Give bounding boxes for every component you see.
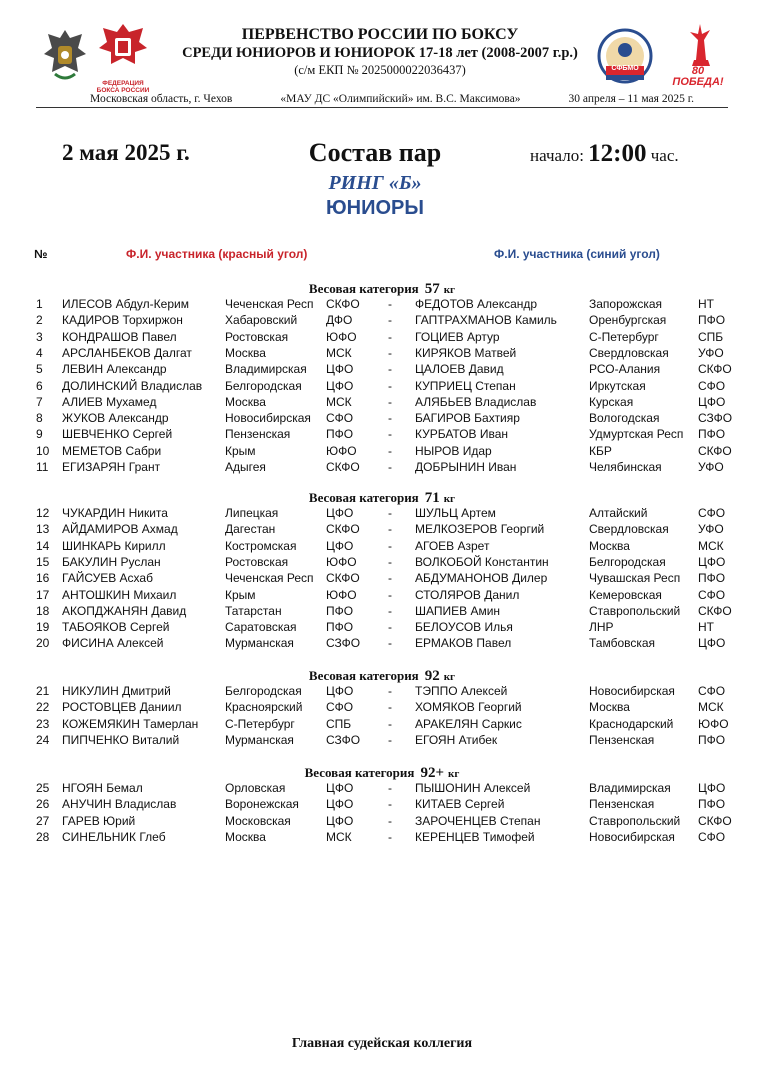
pair-row [0,588,764,604]
sfbmo-logo [594,28,656,86]
footer-signature: Главная судейская коллегия [291,1036,473,1051]
pair-sep: - [388,522,392,537]
pair-blue-region: Пензенская [589,732,655,747]
pair-num: 20 [36,636,50,651]
pair-sep: - [388,684,392,698]
pair-blue-name: КУРБАТОВ Иван [415,427,509,442]
pair-red-name: НГОЯН Бемал [62,781,143,795]
pair-blue-region: Пензенская [589,797,655,812]
pair-red-region: Орловская [225,781,286,795]
pair-red-name: ЕГИЗАРЯН Грант [62,460,161,474]
pair-red-name: ФИСИНА Алексей [62,636,164,651]
pair-blue-region: Свердловская [589,522,669,537]
pair-row [0,444,764,460]
pair-num: 22 [36,700,50,715]
pair-blue-region: Тамбовская [589,636,656,651]
pair-red-name: КАДИРОВ Торхиржон [62,313,183,328]
pair-blue-district: СПБ [698,329,724,344]
boxing-federation-logo [95,22,151,82]
pair-red-name: ШЕВЧЕНКО Сергей [62,427,173,442]
pair-red-name: ДОЛИНСКИЙ Владислав [62,378,203,393]
sfbmo-caption: СФБМО [611,65,639,72]
pair-blue-district: СКФО [698,813,732,828]
pair-blue-district: СЗФО [698,411,733,426]
pair-sep: - [388,571,392,586]
pair-num: 12 [36,506,50,520]
pair-blue-region: Курская [589,394,634,409]
pair-red-district: МСК [326,829,352,844]
pair-blue-name: ВОЛКОБОЙ Константин [415,554,549,569]
pair-row [0,362,764,378]
pair-red-name: ГАРЕВ Юрий [62,813,136,828]
weight-category-heading [0,765,764,782]
pair-row [0,700,764,716]
pair-red-name: БАКУЛИН Руслан [62,554,161,569]
pair-row [0,379,764,395]
pair-row [0,330,764,346]
pair-sep: - [388,603,392,618]
pair-num: 13 [36,522,50,537]
pair-blue-region: Челябинская [589,460,662,474]
pair-blue-region: Иркутская [589,378,646,393]
weight-category-heading [0,668,764,685]
pair-row [0,571,764,587]
pair-blue-name: КИТАЕВ Сергей [415,797,505,812]
weight-value: 92+ [420,765,444,781]
pair-blue-district: УФО [698,345,724,360]
pair-red-district: СПБ [326,716,352,731]
pair-sep: - [388,716,392,731]
pair-red-region: Татарстан [225,603,282,618]
ring-label: РИНГ «Б» [328,172,422,194]
pair-num: 28 [36,829,50,844]
pair-red-district: ПФО [326,603,354,618]
group-label: ЮНИОРЫ [326,197,424,219]
pair-sep: - [388,345,392,360]
pair-num: 24 [36,732,50,747]
page-title: Состав пар [308,138,442,167]
pair-red-name: ИЛЕСОВ Абдул-Керим [62,297,189,311]
weight-value: 71 [424,490,440,506]
pair-red-region: Крым [225,443,256,458]
pair-blue-district: УФО [698,460,724,474]
pair-blue-district: СФО [698,587,726,602]
pair-blue-district: НТ [698,297,714,311]
pair-sep: - [388,829,392,844]
pair-red-district: ЮФО [326,587,357,602]
pair-num: 11 [36,460,49,474]
pair-blue-name: СТОЛЯРОВ Данил [415,587,520,602]
pobeda-caption: 80 ПОБЕДА! [672,65,724,88]
pair-row [0,460,764,476]
pair-row [0,814,764,830]
pair-num: 17 [36,587,50,602]
pair-blue-region: РСО-Алания [589,362,661,377]
pair-blue-name: ШАПИЕВ Амин [415,603,501,618]
pair-red-region: Хабаровский [225,313,298,328]
federation-caption: ФЕДЕРАЦИЯ БОКСА РОССИИ [96,80,150,94]
pair-sep: - [388,538,392,553]
pair-num: 14 [36,538,50,553]
pair-sep: - [388,297,392,311]
weight-unit: кг [443,284,456,296]
pair-row [0,522,764,538]
pair-blue-name: КУПРИЕЦ Степан [415,378,516,393]
pair-blue-region: С-Петербург [589,329,659,344]
pair-num: 18 [36,603,50,618]
weight-category-label: Весовая категория [308,281,419,296]
pair-blue-region: Белгородская [589,554,666,569]
pair-red-region: Москва [225,345,266,360]
pair-num: 6 [36,378,43,393]
pair-num: 4 [36,345,43,360]
pair-num: 15 [36,554,50,569]
pair-red-district: ЮФО [326,554,357,569]
pair-red-district: МСК [326,345,352,360]
pair-red-district: СЗФО [326,636,361,651]
pair-num: 5 [36,362,43,377]
pair-row [0,555,764,571]
pair-red-name: АЙДАМИРОВ Ахмад [62,522,178,537]
pair-sep: - [388,732,392,747]
pair-red-district: ЦФО [326,813,354,828]
pair-red-region: Ростовская [225,329,289,344]
venue-hall: «МАУ ДС «Олимпийский» им. В.С. Максимова» [280,93,521,105]
pair-red-name: ГАЙСУЕВ Асхаб [62,571,153,586]
pair-blue-region: Кемеровская [589,587,662,602]
pair-red-district: СКФО [326,522,360,537]
pair-red-region: Чеченская Респ [225,297,314,311]
pair-row [0,395,764,411]
pair-blue-district: ПФО [698,427,726,442]
weight-unit: кг [443,671,456,683]
pair-blue-name: ХОМЯКОВ Георгий [415,700,522,715]
pair-blue-name: АРАКЕЛЯН Саркис [415,716,522,731]
pair-sep: - [388,313,392,328]
pair-blue-district: ЮФО [698,716,729,731]
pair-sep: - [388,620,392,635]
pair-red-region: Красноярский [225,700,303,715]
pair-red-region: Московская [225,813,291,828]
pair-num: 25 [36,781,50,795]
pair-sep: - [388,378,392,393]
pair-num: 9 [36,427,43,442]
pair-red-name: СИНЕЛЬНИК Глеб [62,829,166,844]
pair-num: 1 [36,297,43,311]
pair-red-region: Чеченская Респ [225,571,314,586]
pair-num: 2 [36,313,43,328]
pair-blue-name: НЫРОВ Идар [415,443,492,458]
header-divider [36,107,728,108]
pair-blue-region: Свердловская [589,345,669,360]
pair-row [0,733,764,749]
pair-num: 7 [36,394,43,409]
pair-red-region: Ростовская [225,554,289,569]
pair-red-name: АКОПДЖАНЯН Давид [62,603,187,618]
pair-sep: - [388,394,392,409]
col-header-red: Ф.И. участника (красный угол) [126,247,308,261]
pair-blue-region: КБР [589,443,612,458]
pair-row [0,313,764,329]
pair-red-district: СФО [326,411,354,426]
pair-blue-name: ПЫШОНИН Алексей [415,781,531,795]
start-label: начало: [530,146,584,165]
pair-red-district: СКФО [326,460,360,474]
pair-red-name: АНУЧИН Владислав [62,797,177,812]
title-line-3: (с/м ЕКП № 2025000022036437) [294,63,466,77]
pair-sep: - [388,587,392,602]
pair-blue-name: БЕЛОУСОВ Илья [415,620,513,635]
start-unit: час. [650,146,679,165]
pair-blue-name: ГАПТРАХМАНОВ Камиль [415,313,557,328]
pair-red-name: АНТОШКИН Михаил [62,587,177,602]
pair-red-district: СКФО [326,297,360,311]
pair-red-region: Мурманская [225,636,294,651]
col-header-num: № [34,247,48,261]
weight-value: 92 [424,668,440,684]
pair-red-name: ТАБОЯКОВ Сергей [62,620,170,635]
pair-row [0,717,764,733]
pair-num: 21 [36,684,50,698]
pair-sep: - [388,781,392,795]
pair-blue-region: Новосибирская [589,829,675,844]
pair-blue-district: СФО [698,829,726,844]
weight-category-heading [0,490,764,507]
pair-num: 19 [36,620,50,635]
pair-blue-region: Вологодская [589,411,660,426]
pair-red-district: ЦФО [326,362,354,377]
pair-blue-region: Москва [589,700,630,715]
pair-blue-district: ПФО [698,797,726,812]
pair-blue-region: ЛНР [589,620,614,635]
pair-red-region: Костромская [225,538,297,553]
pair-red-name: НИКУЛИН Дмитрий [62,684,171,698]
pair-blue-name: БАГИРОВ Бахтияр [415,411,520,426]
pair-blue-name: КИРЯКОВ Матвей [415,345,517,360]
pair-red-region: Саратовская [225,620,297,635]
col-header-blue: Ф.И. участника (синий угол) [494,247,660,261]
pair-red-district: СФО [326,700,354,715]
pair-sep: - [388,329,392,344]
weight-value: 57 [424,281,440,297]
pair-red-region: Новосибирская [225,411,311,426]
pair-red-name: ШИНКАРЬ Кирилл [62,538,166,553]
emblem-logo [40,26,90,86]
pair-red-name: АЛИЕВ Мухамед [62,394,157,409]
pair-sep: - [388,460,392,474]
pair-red-district: ЮФО [326,443,357,458]
pair-blue-region: Новосибирская [589,684,675,698]
pair-red-district: МСК [326,394,352,409]
pair-blue-name: АБДУМАНОНОВ Дилер [415,571,548,586]
pair-red-region: Мурманская [225,732,294,747]
pair-row [0,506,764,522]
pair-red-region: Москва [225,829,266,844]
pair-blue-district: ЦФО [698,394,726,409]
pair-blue-name: КЕРЕНЦЕВ Тимофей [415,829,535,844]
pair-red-district: ЮФО [326,329,357,344]
pair-row [0,797,764,813]
pair-red-region: Адыгея [225,460,266,474]
pair-sep: - [388,797,392,812]
pair-row [0,346,764,362]
pair-blue-name: ГОЦИЕВ Артур [415,329,500,344]
pair-sep: - [388,443,392,458]
pair-num: 16 [36,571,50,586]
venue-place: Московская область, г. Чехов [90,93,233,105]
pair-red-region: Белгородская [225,378,302,393]
pair-sep: - [388,411,392,426]
pair-row [0,830,764,846]
pair-red-name: РОСТОВЦЕВ Даниил [62,700,182,715]
pair-red-name: КОЖЕМЯКИН Тамерлан [62,716,199,731]
pair-num: 23 [36,716,50,731]
pair-sep: - [388,813,392,828]
pair-sep: - [388,427,392,442]
pair-row [0,781,764,797]
pair-blue-name: ДОБРЫНИН Иван [415,460,517,474]
pair-blue-district: ЦФО [698,554,726,569]
pair-blue-district: ПФО [698,313,726,328]
pair-sep: - [388,362,392,377]
pair-num: 27 [36,813,50,828]
pair-blue-name: ТЭППО Алексей [415,684,508,698]
pair-blue-district: УФО [698,522,724,537]
pair-red-district: ЦФО [326,684,354,698]
pair-red-district: ЦФО [326,797,354,812]
pair-blue-district: СФО [698,506,726,520]
pair-red-district: ЦФО [326,506,354,520]
pair-red-name: ПИПЧЕНКО Виталий [62,732,180,747]
pair-blue-region: Краснодарский [589,716,674,731]
pair-red-district: ЦФО [326,378,354,393]
pair-red-district: ЦФО [326,781,354,795]
pair-sep: - [388,506,392,520]
pair-row [0,636,764,652]
pair-row [0,297,764,313]
pair-red-district: ДФО [326,313,353,328]
venue-dates: 30 апреля – 11 мая 2025 г. [568,93,694,105]
pair-num: 26 [36,797,50,812]
pair-blue-region: Владимирская [589,781,671,795]
pair-blue-region: Запорожская [589,297,663,311]
pair-blue-name: ШУЛЬЦ Артем [415,506,496,520]
pair-row [0,684,764,700]
pair-num: 8 [36,411,43,426]
pair-blue-name: АГОЕВ Азрет [415,538,490,553]
weight-category-label: Весовая категория [304,765,415,780]
pair-num: 3 [36,329,43,344]
title-line-2: СРЕДИ ЮНИОРОВ И ЮНИОРОК 17-18 лет (2008-2007 г.р.) [182,45,578,61]
pair-red-name: МЕМЕТОВ Сабри [62,443,162,458]
weight-category-label: Весовая категория [308,490,419,505]
pair-blue-district: СКФО [698,443,732,458]
pair-blue-district: СФО [698,378,726,393]
pair-red-region: Воронежская [225,797,299,812]
pair-blue-name: ЗАРОЧЕНЦЕВ Степан [415,813,541,828]
pair-red-region: Дагестан [225,522,276,537]
title-line-1: ПЕРВЕНСТВО РОССИИ ПО БОКСУ [241,26,519,43]
pair-row [0,604,764,620]
pair-blue-district: ПФО [698,732,726,747]
pair-red-name: АРСЛАНБЕКОВ Далгат [62,345,192,360]
pair-row [0,411,764,427]
pair-red-region: Липецкая [225,506,279,520]
pair-blue-name: МЕЛКОЗЕРОВ Георгий [415,522,545,537]
pair-red-region: Пензенская [225,427,291,442]
pair-blue-district: ЦФО [698,636,726,651]
pair-red-name: ЧУКАРДИН Никита [62,506,168,520]
pair-blue-region: Ставропольский [589,603,681,618]
event-date: 2 мая 2025 г. [62,140,190,165]
venue-line [90,93,694,105]
pair-row [0,620,764,636]
pair-red-district: ПФО [326,620,354,635]
pair-blue-district: ЦФО [698,781,726,795]
pair-blue-region: Москва [589,538,630,553]
pair-red-region: Белгородская [225,684,302,698]
pair-red-name: КОНДРАШОВ Павел [62,329,177,344]
pair-red-district: СКФО [326,571,360,586]
pair-sep: - [388,700,392,715]
weight-category-heading [0,281,764,298]
pair-blue-district: СФО [698,684,726,698]
weight-category-label: Весовая категория [308,668,419,683]
pair-red-district: ЦФО [326,538,354,553]
pair-blue-district: СКФО [698,362,732,377]
pair-red-district: ПФО [326,427,354,442]
pair-blue-name: ЦАЛОЕВ Давид [415,362,504,377]
pair-red-region: Владимирская [225,362,307,377]
pair-blue-name: ЕРМАКОВ Павел [415,636,512,651]
pair-blue-region: Удмуртская Респ [589,427,684,442]
weight-unit: кг [443,493,456,505]
pair-blue-name: АЛЯБЬЕВ Владислав [415,394,537,409]
pair-num: 10 [36,443,50,458]
pair-blue-region: Чувашская Респ [589,571,681,586]
pair-blue-region: Оренбургская [589,313,667,328]
start-time-value: 12:00 [588,140,647,167]
pair-blue-region: Алтайский [589,506,648,520]
pair-sep: - [388,554,392,569]
pair-blue-district: МСК [698,700,724,715]
pair-row [0,427,764,443]
pair-blue-region: Ставропольский [589,813,681,828]
pair-sep: - [388,636,392,651]
pair-red-region: Москва [225,394,266,409]
pair-row [0,539,764,555]
weight-unit: кг [448,768,460,780]
pair-red-district: СЗФО [326,732,361,747]
pair-blue-district: МСК [698,538,724,553]
pair-red-name: ЖУКОВ Александр [62,411,169,426]
pair-red-region: С-Петербург [225,716,295,731]
pair-blue-district: ПФО [698,571,726,586]
pair-blue-district: СКФО [698,603,732,618]
pair-red-name: ЛЕВИН Александр [62,362,167,377]
pair-blue-district: НТ [698,620,714,635]
start-time [530,140,679,168]
pair-blue-name: ФЕДОТОВ Александр [415,297,538,311]
pair-red-region: Крым [225,587,256,602]
pair-blue-name: ЕГОЯН Атибек [415,732,498,747]
